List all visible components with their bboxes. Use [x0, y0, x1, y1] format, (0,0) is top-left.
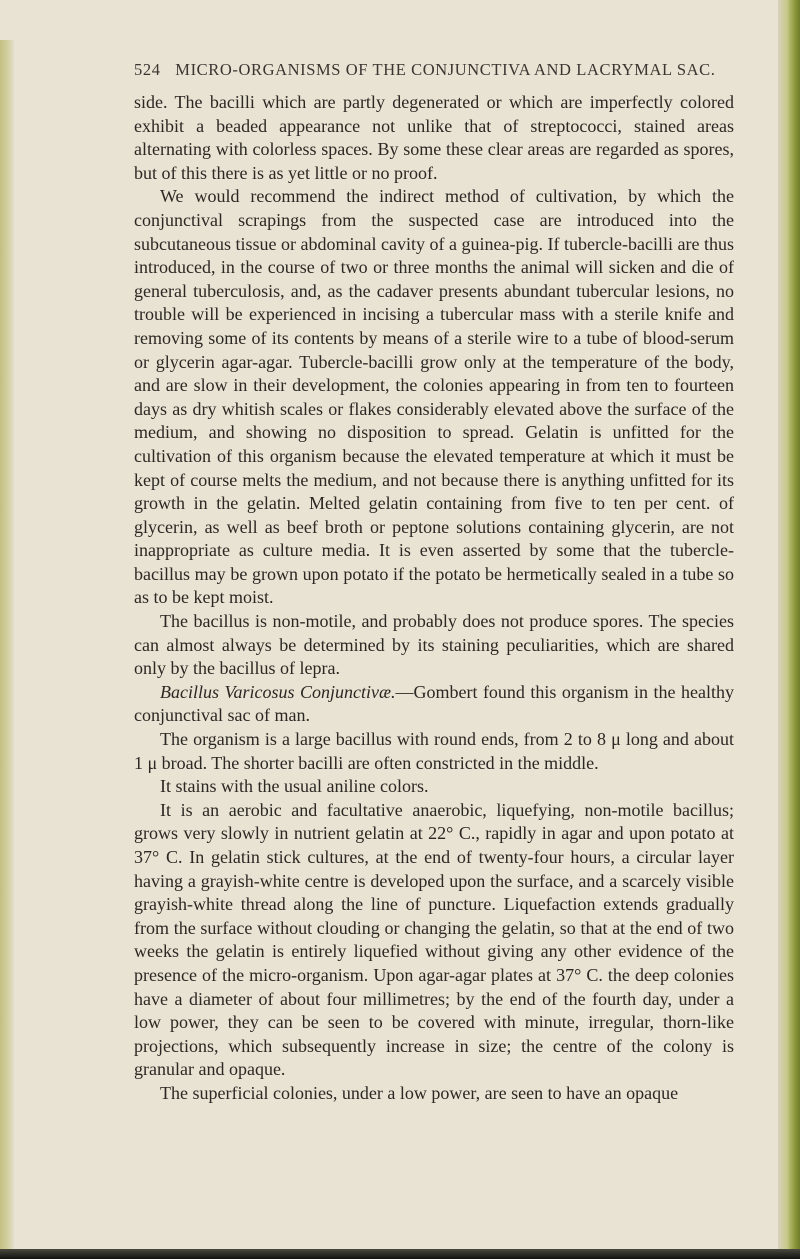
running-title: MICRO-ORGANISMS OF THE CONJUNCTIVA AND LACRYMAL SAC.	[175, 60, 716, 79]
page-edge-left	[0, 40, 14, 1259]
paragraph: We would recommend the indirect method of cultivation, by which the conjunctival scrapings from the suspected case are introduced into the subcutaneous tissue or abdominal cavity of a guinea-pig. If tubercle-bacilli are thus introduced, in the course of two or three months the animal will sicken and die of general tuberculosis, and, as the cadaver presents abundant tubercular lesions, no trouble will be experienced in incising a tubercular mass with a sterile knife and removing some of its contents by means of a sterile wire to a tube of blood-serum or glycerin agar-agar. Tubercle-bacilli grow only at the temperature of the body, and are slow in their development, the colonies appearing in from ten to fourteen days as dry whitish scales or flakes considerably elevated above the surface of the medium, and showing no disposition to spread. Gelatin is unfitted for the cultivation of this organism because the elevated temperature at which it must be kept of course melts the medium, and not because there is anything unfitted for its growth in the gelatin. Melted gelatin containing from five to ten per cent. of glycerin, as well as beef broth or peptone solutions containing glycerin, are not inappropriate as culture media. It is even asserted by some that the tubercle-bacillus may be grown upon potato if the potato be hermetically sealed in a tube so as to be kept moist.	[134, 186, 734, 608]
running-header	[134, 60, 734, 80]
body-text	[134, 91, 734, 1106]
page-edge-right	[778, 0, 800, 1259]
page-number: 524	[134, 60, 161, 79]
paragraph: The organism is a large bacillus with round ends, from 2 to 8 μ long and about 1 μ broad. The shorter bacilli are often constricted in the middle.	[134, 729, 734, 773]
section-paragraph	[134, 681, 734, 728]
paragraph: side. The bacilli which are partly degenerated or which are imperfectly colored exhibit a beaded appearance not unlike that of streptococci, stained areas alternating with colorless spaces. By some these clear areas are regarded as spores, but of this there is as yet little or no proof.	[134, 92, 734, 183]
paragraph: It is an aerobic and facultative anaerobic, liquefying, non-motile bacillus; grows very slowly in nutrient gelatin at 22° C., rapidly in agar and upon potato at 37° C. In gelatin stick cultures, at the end of twenty-four hours, a circular layer having a grayish-white centre is developed upon the surface, and a scarcely visible grayish-white thread along the line of puncture. Liquefaction extends gradually from the surface without clouding or changing the gelatin, so that at the end of two weeks the gelatin is entirely liquefied without giving any other evidence of the presence of the micro-organism. Upon agar-agar plates at 37° C. the deep colonies have a diameter of about four millimetres; by the end of the fourth day, under a low power, they can be seen to be covered with minute, irregular, thorn-like projections, which subsequently increase in size; the centre of the colony is granular and opaque.	[134, 799, 734, 1080]
page-bottom-edge	[0, 1249, 800, 1259]
section-lead: —Gombert found this organism in the healthy conjunctival sac of man.	[134, 681, 734, 726]
paragraph: It stains with the usual aniline colors.	[160, 776, 429, 797]
section-heading: Bacillus Varicosus Conjunctivæ.	[160, 681, 396, 702]
paragraph: The superficial colonies, under a low power, are seen to have an opaque	[160, 1082, 679, 1103]
paragraph: The bacillus is non-motile, and probably does not produce spores. The species can almost always be determined by its staining peculiarities, which are shared only by the bacillus of lepra.	[134, 611, 734, 679]
